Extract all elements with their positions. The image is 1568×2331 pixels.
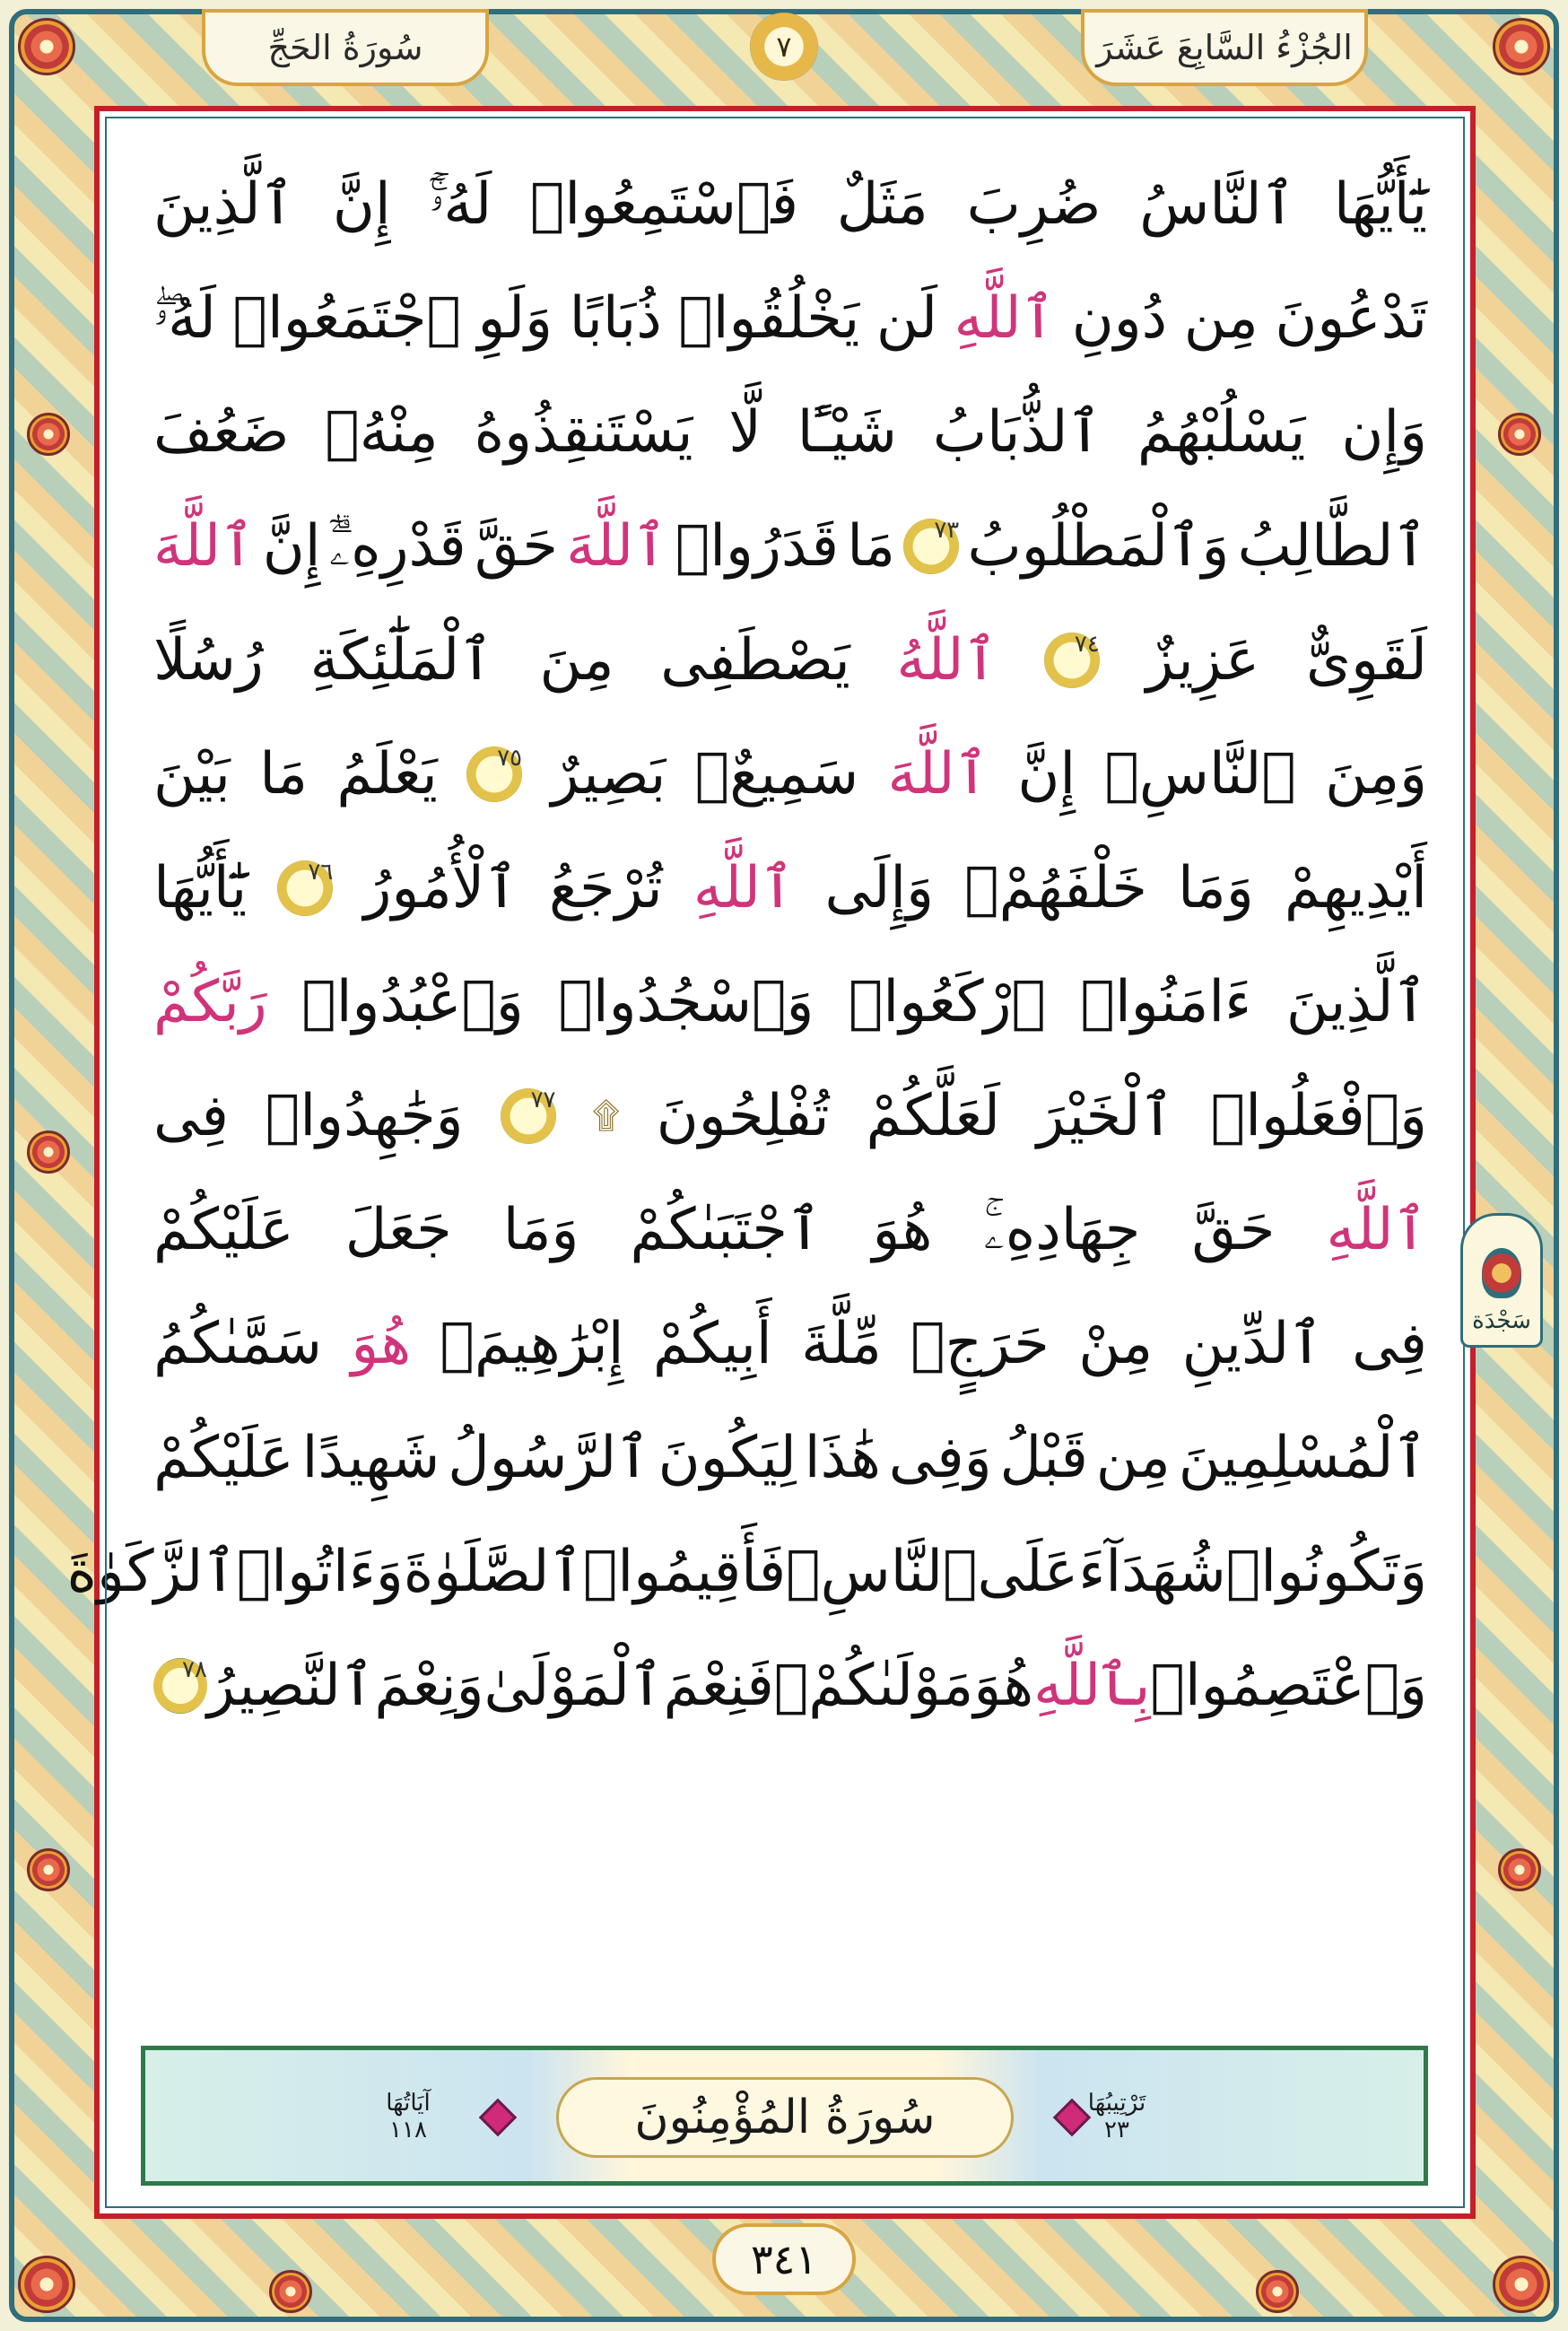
- flower-ornament-icon: [27, 1131, 70, 1174]
- word: مِن: [1095, 1424, 1171, 1491]
- word: لَعَلَّكُمْ: [866, 1082, 1000, 1149]
- word: ٱلدِّينِ: [1181, 1310, 1323, 1377]
- word: ٱلَّذِينَ: [1285, 968, 1427, 1035]
- word: يَٰٓأَيُّهَا: [153, 854, 248, 921]
- word: ضُرِبَ: [966, 170, 1102, 238]
- word: وَٱعْتَصِمُوا۟: [1150, 1652, 1427, 1719]
- word: رُسُلًا: [153, 626, 264, 694]
- word: ٱلصَّلَوٰةَ: [403, 1538, 583, 1605]
- ayah-number-marker: ٧٣: [903, 519, 959, 574]
- word: مِنْهُۚ: [325, 398, 439, 466]
- highlighted-word: هُوَ: [351, 1310, 412, 1377]
- word: شَيْـًٔا: [797, 398, 897, 466]
- juz-title-frame: [1081, 9, 1368, 86]
- word: مِّلَّةَ: [801, 1310, 882, 1377]
- word: ضَعُفَ: [153, 398, 290, 466]
- word: ٱلنَّاسِۚ: [1104, 740, 1296, 808]
- word: مَا: [847, 512, 896, 580]
- ayah-number-marker: ٧٥: [466, 746, 522, 802]
- word: تَدْعُونَ: [1275, 284, 1427, 352]
- sajdah-ornament-icon: [1482, 1248, 1521, 1298]
- surah-order-label: تَرْتِيبُهَا: [1087, 2090, 1146, 2117]
- word: قَدْرِهِۦٓۗ: [328, 512, 466, 580]
- word: دُونِ: [1071, 284, 1168, 352]
- quran-text: [66, 147, 1427, 1742]
- word: قَبْلُ: [999, 1424, 1088, 1491]
- page-number-frame: [712, 2223, 856, 2295]
- word: يَسْلُبْهُمُ: [1137, 398, 1306, 466]
- text-line: [153, 945, 1427, 1059]
- word: وَإِلَى: [824, 854, 935, 921]
- flower-ornament-icon: [27, 413, 70, 456]
- word: ٱلْأُمُورُ: [363, 854, 518, 921]
- word: ٱلطَّالِبُ: [1237, 512, 1427, 580]
- word: وَٱلْمَطْلُوبُ: [967, 512, 1230, 580]
- text-line: [153, 1059, 1427, 1173]
- word: ٱلنَّصِيرُ: [206, 1652, 375, 1719]
- ayah-number-marker: ٧٧: [501, 1088, 556, 1144]
- word: لَّا: [728, 398, 762, 466]
- word: هَٰذَا: [804, 1424, 881, 1491]
- word: ٱلنَّاسُ: [1139, 170, 1296, 238]
- flower-ornament-icon: [1498, 413, 1541, 456]
- word: لَن: [875, 284, 938, 352]
- word: وَءَاتُوا۟: [236, 1538, 404, 1605]
- text-line: [153, 489, 1427, 603]
- word: ٱلنَّاسِۚ: [786, 1538, 978, 1605]
- word: مَا: [259, 740, 308, 808]
- word: وَتَكُونُوا۟: [1225, 1538, 1427, 1605]
- word: لِيَكُونَ: [658, 1424, 797, 1491]
- highlighted-word: ٱللَّهَ: [887, 740, 989, 808]
- word: عَلَى: [977, 1538, 1079, 1605]
- juz-title: الجُزْءُ السَّابِعَ عَشَرَ: [1096, 28, 1353, 67]
- word: حَقَّ: [474, 512, 558, 580]
- word: لَقَوِىٌّ: [1305, 626, 1427, 694]
- text-line: [153, 1628, 1427, 1742]
- corner-flower-icon: [18, 2256, 75, 2313]
- word: فِى: [1352, 1310, 1427, 1377]
- word: يَسْتَنقِذُوهُ: [474, 398, 693, 466]
- highlighted-word: ٱللَّهَ: [153, 512, 255, 580]
- word: فَنِعْمَ: [663, 1652, 774, 1719]
- word: مِنَ: [539, 626, 614, 694]
- corner-flower-icon: [1493, 2256, 1550, 2313]
- header-ornament-icon: [750, 13, 818, 81]
- word: لَهُۥٓۚ: [429, 170, 492, 238]
- text-line: [153, 831, 1427, 945]
- word: مَثَلٌ: [836, 170, 928, 238]
- highlighted-word: بِٱللَّهِ: [1033, 1652, 1151, 1719]
- word: خَلْفَهُمْۗ: [964, 854, 1147, 921]
- word: قَدَرُوا۟: [675, 512, 840, 580]
- flower-ornament-icon: [1498, 1848, 1541, 1891]
- highlighted-word: ٱللَّهِ: [954, 284, 1056, 352]
- verse-count-label: آيَاتُهَا: [386, 2090, 431, 2117]
- word: هُوَ: [872, 1196, 933, 1263]
- word: مِنْ: [1078, 1310, 1154, 1377]
- word: تُرْجَعُ: [548, 854, 663, 921]
- surah-order-value: ٢٣: [1104, 2117, 1129, 2144]
- surah-order-box: [1050, 2080, 1184, 2153]
- word: حَقَّ: [1191, 1196, 1276, 1263]
- word: ٱجْتَمَعُوا۟: [232, 284, 461, 352]
- word: وَٱسْجُدُوا۟: [558, 968, 814, 1035]
- word: يَخْلُقُوا۟: [678, 284, 860, 352]
- verse-count-value: ١١٨: [389, 2117, 427, 2144]
- highlighted-word: ٱللَّهِ: [693, 854, 795, 921]
- word: ٱلَّذِينَ: [153, 170, 295, 238]
- word: ٱلزَّكَوٰةَ: [66, 1538, 237, 1605]
- word: وَجَٰهِدُوا۟: [265, 1082, 464, 1149]
- word: تُفْلِحُونَ: [656, 1082, 830, 1149]
- sajdah-label: سَجْدَة: [1472, 1307, 1531, 1334]
- flower-ornament-icon: [1256, 2270, 1299, 2313]
- word: بَصِيرٌ: [551, 740, 666, 808]
- word: يَعْلَمُ: [336, 740, 438, 808]
- word: وَمِنَ: [1325, 740, 1427, 808]
- word: ٱجْتَبَىٰكُمْ: [630, 1196, 822, 1263]
- word: يَٰٓأَيُّهَا: [1333, 170, 1427, 238]
- word: ءَامَنُوا۟: [1080, 968, 1252, 1035]
- word: شُهَدَآءَ: [1078, 1538, 1226, 1605]
- word: إِنَّ: [1017, 740, 1076, 808]
- word: جَعَلَ: [344, 1196, 452, 1263]
- verse-count-box: [341, 2080, 475, 2153]
- word: ٱلْمَوْلَىٰ: [483, 1652, 664, 1719]
- ayah-number-marker: ٧٦: [277, 860, 333, 916]
- flower-ornament-icon: [269, 2270, 312, 2313]
- ayah-number-marker: ٧٨: [153, 1658, 207, 1714]
- word: يَصْطَفِى: [660, 626, 850, 694]
- word: أَبِيكُمْ: [652, 1310, 772, 1377]
- word: سَمَّىٰكُمُ: [153, 1310, 322, 1377]
- word: ٱرْكَعُوا۟: [849, 968, 1046, 1035]
- word: إِنَّ: [332, 170, 391, 238]
- corner-flower-icon: [18, 18, 75, 75]
- word: فَٱسْتَمِعُوا۟: [529, 170, 799, 238]
- page-number: ٣٤١: [750, 2235, 818, 2283]
- text-line: [153, 1401, 1427, 1515]
- word: ٱلرَّسُولُ: [448, 1424, 650, 1491]
- surah-title: سُورَةُ الحَجِّ: [267, 28, 423, 67]
- header-ornament-number: ٧: [776, 30, 792, 64]
- word: ٱلْمُسْلِمِينَ: [1178, 1424, 1427, 1491]
- text-frame: [66, 106, 1476, 2219]
- text-line: [153, 717, 1427, 831]
- text-line: [66, 1515, 1427, 1628]
- word: وَمَا: [502, 1196, 579, 1263]
- word: وَٱفْعَلُوا۟: [1210, 1082, 1427, 1149]
- word: عَلَيْكُمْ: [153, 1196, 294, 1263]
- word: عَزِيزٌ: [1146, 626, 1260, 694]
- word: إِنَّ: [262, 512, 321, 580]
- word: ٱلذُّبَابُ: [932, 398, 1102, 466]
- word: ٱلْمَلَٰٓئِكَةِ: [309, 626, 493, 694]
- text-line: [153, 1287, 1427, 1401]
- highlighted-word: ٱللَّهَ: [566, 512, 667, 580]
- word: ٱلْخَيْرَ: [1036, 1082, 1174, 1149]
- word: وَنِعْمَ: [374, 1652, 484, 1719]
- surah-title-frame: [202, 9, 489, 86]
- text-line: [153, 147, 1427, 261]
- word: إِبْرَٰهِيمَۚ: [440, 1310, 624, 1377]
- word: وَٱعْبُدُوا۟: [301, 968, 524, 1035]
- highlighted-word: ٱللَّهِ: [1326, 1196, 1427, 1263]
- flower-ornament-icon: [27, 1848, 70, 1891]
- highlighted-word: رَبَّكُمْ: [153, 968, 267, 1035]
- text-line: [153, 603, 1427, 717]
- text-line: [153, 375, 1427, 489]
- next-surah-name: سُورَةُ المُؤْمِنُونَ: [556, 2077, 1014, 2158]
- text-line: [153, 261, 1427, 375]
- text-line: [153, 1173, 1427, 1287]
- word: حَرَجٍۚ: [910, 1310, 1050, 1377]
- word: وَفِى: [888, 1424, 992, 1491]
- word: عَلَيْكُمْ: [153, 1424, 294, 1491]
- word: مِن: [1183, 284, 1259, 352]
- word: فِى: [153, 1082, 229, 1149]
- sajdah-symbol: ۩: [592, 1095, 620, 1137]
- word: فَأَقِيمُوا۟: [583, 1538, 787, 1605]
- word: هُوَ: [973, 1652, 1034, 1719]
- word: لَهُۥۖ: [153, 284, 216, 352]
- word: وَلَوِ: [477, 284, 553, 352]
- corner-flower-icon: [1493, 18, 1550, 75]
- ayah-number-marker: ٧٤: [1044, 633, 1100, 688]
- word: بَيْنَ: [153, 740, 231, 808]
- word: مَوْلَىٰكُمْۖ: [773, 1652, 974, 1719]
- word: أَيْدِيهِمْ: [1284, 854, 1427, 921]
- word: وَمَا: [1178, 854, 1254, 921]
- word: سَمِيعٌۢ: [694, 740, 859, 808]
- word: وَإِن: [1341, 398, 1427, 466]
- word: شَهِيدًا: [301, 1424, 440, 1491]
- word: ذُبَابًا: [569, 284, 662, 352]
- highlighted-word: ٱللَّهُ: [896, 626, 998, 694]
- sajdah-marker: [1460, 1213, 1543, 1348]
- word: جِهَادِهِۦۚ: [983, 1196, 1141, 1263]
